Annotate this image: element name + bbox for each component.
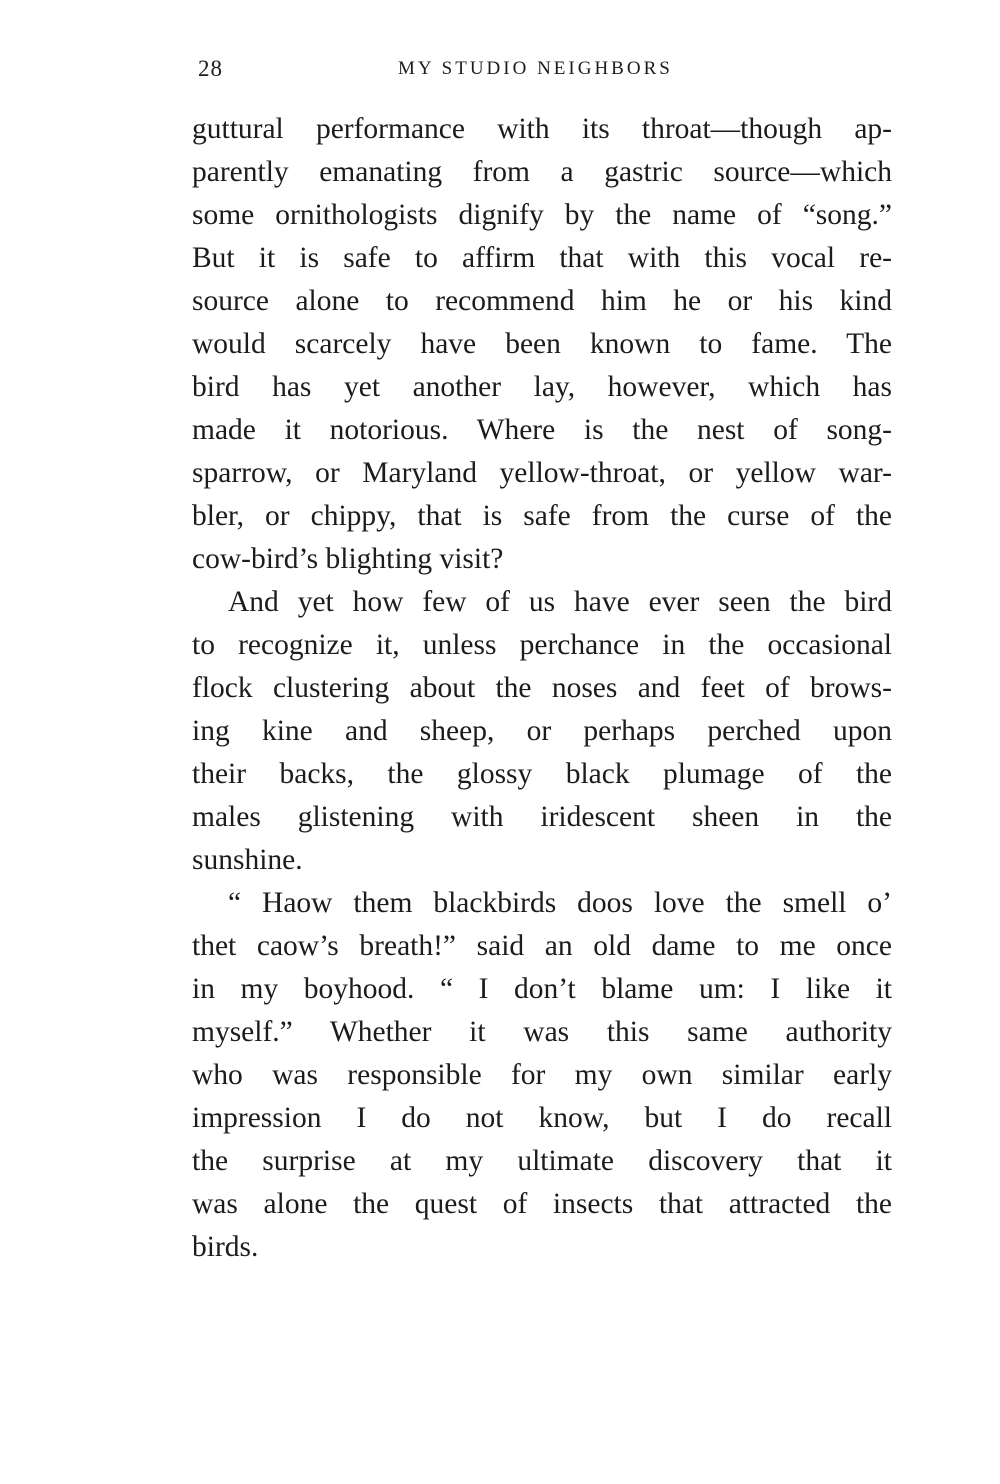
text-line: was alone the quest of insects that attracted the xyxy=(192,1188,892,1220)
page-number: 28 xyxy=(198,56,223,81)
text-line: myself.” Whether it was this same authority xyxy=(192,1016,892,1048)
paragraph-3 xyxy=(192,882,892,1269)
text-line: cow-bird’s blighting visit? xyxy=(192,543,504,575)
text-line: their backs, the glossy black plumage of the xyxy=(192,758,892,790)
text-line: the surprise at my ultimate discovery that it xyxy=(192,1145,892,1177)
text-line: source alone to recommend him he or his kind xyxy=(192,285,892,317)
paragraph-1 xyxy=(192,108,892,581)
text-line: impression I do not know, but I do recall xyxy=(192,1102,892,1134)
text-line: to recognize it, unless perchance in the occasional xyxy=(192,629,892,661)
body-text xyxy=(192,108,892,1269)
text-line: some ornithologists dignify by the name of “song.” xyxy=(192,199,892,231)
text-line: And yet how few of us have ever seen the bird xyxy=(228,586,892,618)
text-line: bler, or chippy, that is safe from the curse of the xyxy=(192,500,892,532)
paragraph-2 xyxy=(192,581,892,882)
text-line: males glistening with iridescent sheen in the xyxy=(192,801,892,833)
text-line: guttural performance with its throat—though ap- xyxy=(192,113,892,145)
text-line: in my boyhood. “ I don’t blame um: I like it xyxy=(192,973,892,1005)
text-line: parently emanating from a gastric source—which xyxy=(192,156,892,188)
text-line: made it notorious. Where is the nest of song- xyxy=(192,414,892,446)
text-line: who was responsible for my own similar early xyxy=(192,1059,892,1091)
text-line: birds. xyxy=(192,1231,259,1263)
text-line: flock clustering about the noses and feet of brows- xyxy=(192,672,892,704)
text-line: “ Haow them blackbirds doos love the smell o’ xyxy=(228,887,892,919)
running-head: MY STUDIO NEIGHBORS xyxy=(398,58,673,79)
text-line: ing kine and sheep, or perhaps perched upon xyxy=(192,715,892,747)
text-line: But it is safe to affirm that with this vocal re- xyxy=(192,242,892,274)
text-line: thet caow’s breath!” said an old dame to me once xyxy=(192,930,892,962)
page-header xyxy=(196,56,896,90)
text-line: bird has yet another lay, however, which has xyxy=(192,371,892,403)
text-line: sparrow, or Maryland yellow-throat, or yellow war- xyxy=(192,457,892,489)
text-line: would scarcely have been known to fame. The xyxy=(192,328,892,360)
text-line: sunshine. xyxy=(192,844,303,876)
